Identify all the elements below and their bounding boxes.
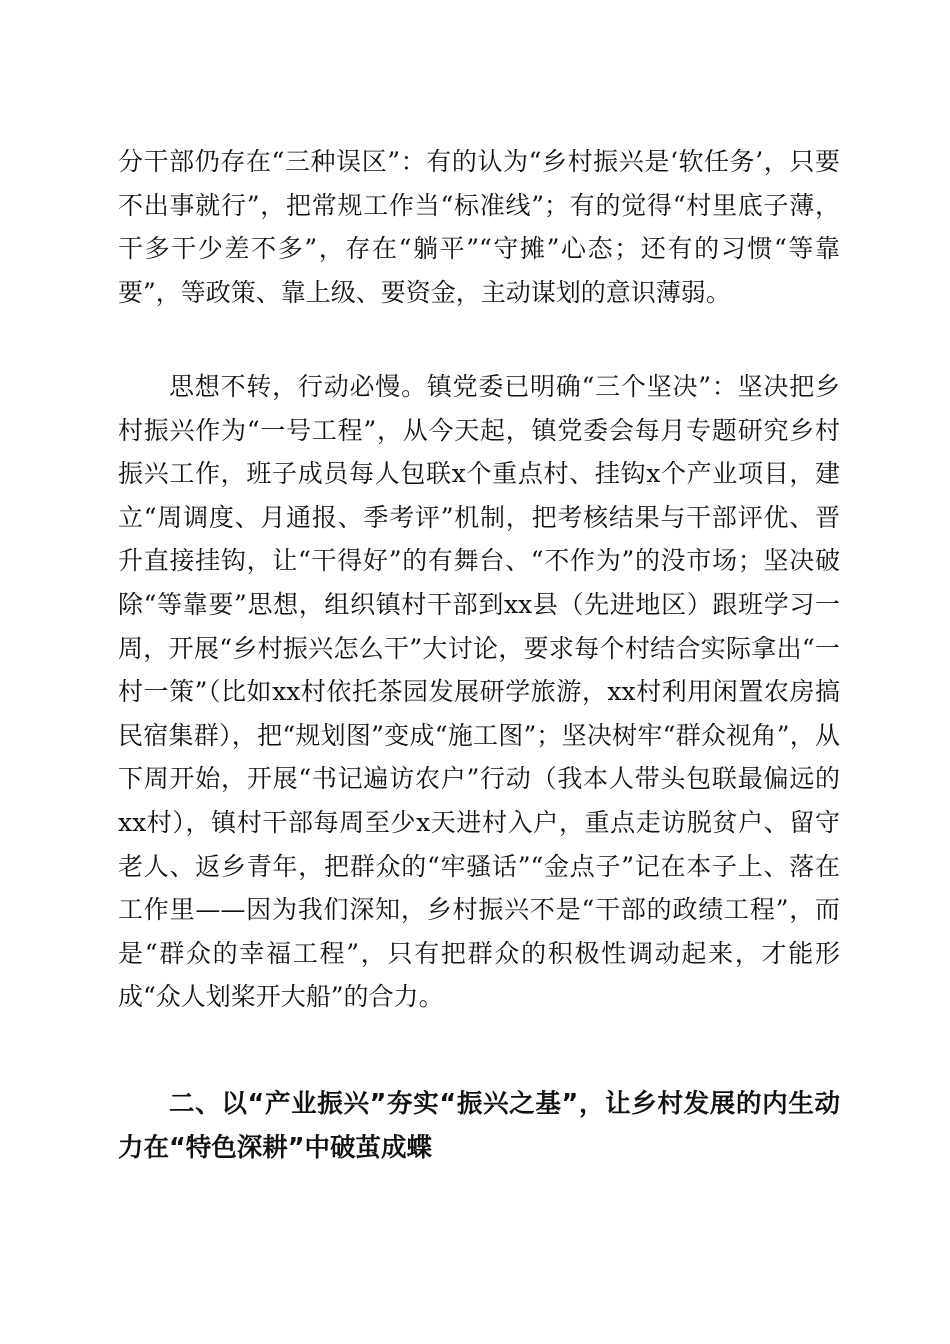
section-heading <box>118 1082 840 1170</box>
paragraph-three-commitments <box>118 365 840 1019</box>
section-heading-text: 二、以“产业振兴”夯实“振兴之基”，让乡村发展的内生动力在“特色深耕”中破茧成蝶 <box>118 1089 840 1163</box>
paragraph-1-text: 分干部仍存在“三种误区”：有的认为“乡村振兴是‘软任务’，只要不出事就行”，把常规工作当“标准线”；有的觉得“村里底子薄，干多干少差不多”，存在“躺平”“守摊”心态；还有的习惯“等靠要”，等政策、靠上级、要资金，主动谋划的意识薄弱。 <box>118 147 840 307</box>
paragraph-continuation <box>118 140 840 314</box>
paragraph-2-text: 思想不转，行动必慢。镇党委已明确“三个坚决”：坚决把乡村振兴作为“一号工程”，从今天起，镇党委会每月专题研究乡村振兴工作，班子成员每人包联x个重点村、挂钩x个产业项目，建立“周调度、月通报、季考评”机制，把考核结果与干部评优、晋升直接挂钩，让“干得好”的有舞台、“不作为”的没市场；坚决破除“等靠要”思想，组织镇村干部到xx县（先进地区）跟班学习一周，开展“乡村振兴怎么干”大讨论，要求每个村结合实际拿出“一村一策”（比如xx村依托茶园发展研学旅游，xx村利用闲置农房搞民宿集群），把“规划图”变成“施工图”；坚决树牢“群众视角”，从下周开始，开展“书记遍访农户”行动（我本人带头包联最偏远的xx村），镇村干部每周至少x天进村入户，重点走访脱贫户、留守老人、返乡青年，把群众的“牢骚话”“金点子”记在本子上、落在工作里——因为我们深知，乡村振兴不是“干部的政绩工程”，而是“群众的幸福工程”，只有把群众的积极性调动起来，才能形成“众人划桨开大船”的合力。 <box>118 372 840 1012</box>
